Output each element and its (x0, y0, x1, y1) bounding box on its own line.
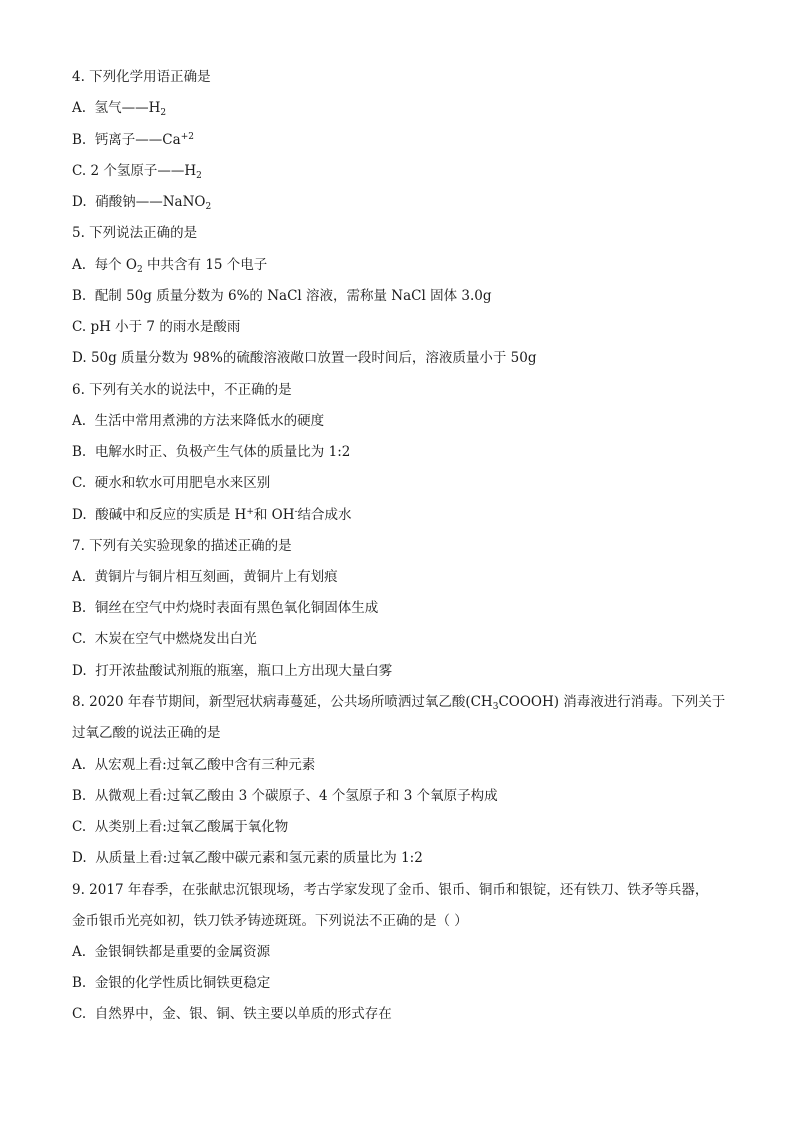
question-9-stem: 9. 2017 年春季，在张献忠沉银现场，考古学家发现了金币、银币、铜币和银锭，还有铁刀、铁矛等兵器， (72, 882, 709, 898)
question-5-stem: 5. 下列说法正确的是 (72, 225, 198, 241)
question-5-option-a: A. 每个 $O_2$ 中共含有 15 个电子 (72, 257, 268, 275)
question-7-option-b: B. 铜丝在空气中灼烧时表面有黑色氧化铜固体生成 (72, 600, 379, 616)
question-5-option-d: D. 50g 质量分数为 98%的硫酸溶液敞口放置一段时间后，溶液质量小于 50g (72, 350, 537, 366)
question-4-option-c: C. 2 个氢原子$——H_2$ (72, 163, 202, 181)
question-8-stem: 8. 2020 年春节期间，新型冠状病毒蔓延，公共场所喷洒过氧乙酸$(CH_3COOOH)$ 消毒液进行消毒。下列关于 (72, 694, 726, 712)
question-9-option-b: B. 金银的化学性质比铜铁更稳定 (72, 975, 271, 991)
question-4-stem: 4. 下列化学用语正确是 (72, 69, 211, 85)
question-6-option-a: A. 生活中常用煮沸的方法来降低水的硬度 (72, 413, 325, 429)
question-8-option-c: C. 从类别上看:过氧乙酸属于氧化物 (72, 819, 289, 835)
question-8-option-a: A. 从宏观上看:过氧乙酸中含有三种元素 (72, 757, 316, 773)
question-8-stem-line2: 过氧乙酸的说法正确的是 (72, 725, 221, 741)
question-7-option-d: D. 打开浓盐酸试剂瓶的瓶塞，瓶口上方出现大量白雾 (72, 663, 393, 679)
question-6-option-d: D. 酸碱中和反应的实质是 H+和 OH-结合成水 (72, 507, 352, 523)
question-9-option-a: A. 金银铜铁都是重要的金属资源 (72, 944, 271, 960)
question-8-option-d: D. 从质量上看:过氧乙酸中碳元素和氢元素的质量比为 1:2 (72, 850, 423, 866)
question-5-option-b: B. 配制 50g 质量分数为 6%的 NaCl 溶液，需称量 NaCl 固体 3.0g (72, 288, 492, 304)
question-6-option-b: B. 电解水时正、负极产生气体的质量比为 1:2 (72, 444, 351, 460)
question-7-option-c: C. 木炭在空气中燃烧发出白光 (72, 631, 257, 647)
question-6-option-c: C. 硬水和软水可用肥皂水来区别 (72, 475, 271, 491)
question-9-stem-line2: 金币银币光亮如初，铁刀铁矛铸迹斑斑。下列说法不正确的是（ ） (72, 913, 468, 929)
question-7-option-a: A. 黄铜片与铜片相互刻画，黄铜片上有划痕 (72, 569, 338, 585)
question-7-stem: 7. 下列有关实验现象的描述正确的是 (72, 538, 292, 554)
question-8-option-b: B. 从微观上看:过氧乙酸由 3 个碳原子、4 个氢原子和 3 个氧原子构成 (72, 788, 498, 804)
question-4-option-b: B. 钙离子$——Ca^{+2}$ (72, 132, 194, 148)
question-6-stem: 6. 下列有关水的说法中，不正确的是 (72, 382, 292, 398)
question-4-option-a: A. 氢气$——H_2$ (72, 100, 167, 118)
question-9-option-c: C. 自然界中，金、银、铜、铁主要以单质的形式存在 (72, 1006, 392, 1022)
question-5-option-c: C. pH 小于 7 的雨水是酸雨 (72, 319, 241, 335)
question-4-option-d: D. 硝酸钠——NaNO$_2$ (72, 194, 212, 212)
